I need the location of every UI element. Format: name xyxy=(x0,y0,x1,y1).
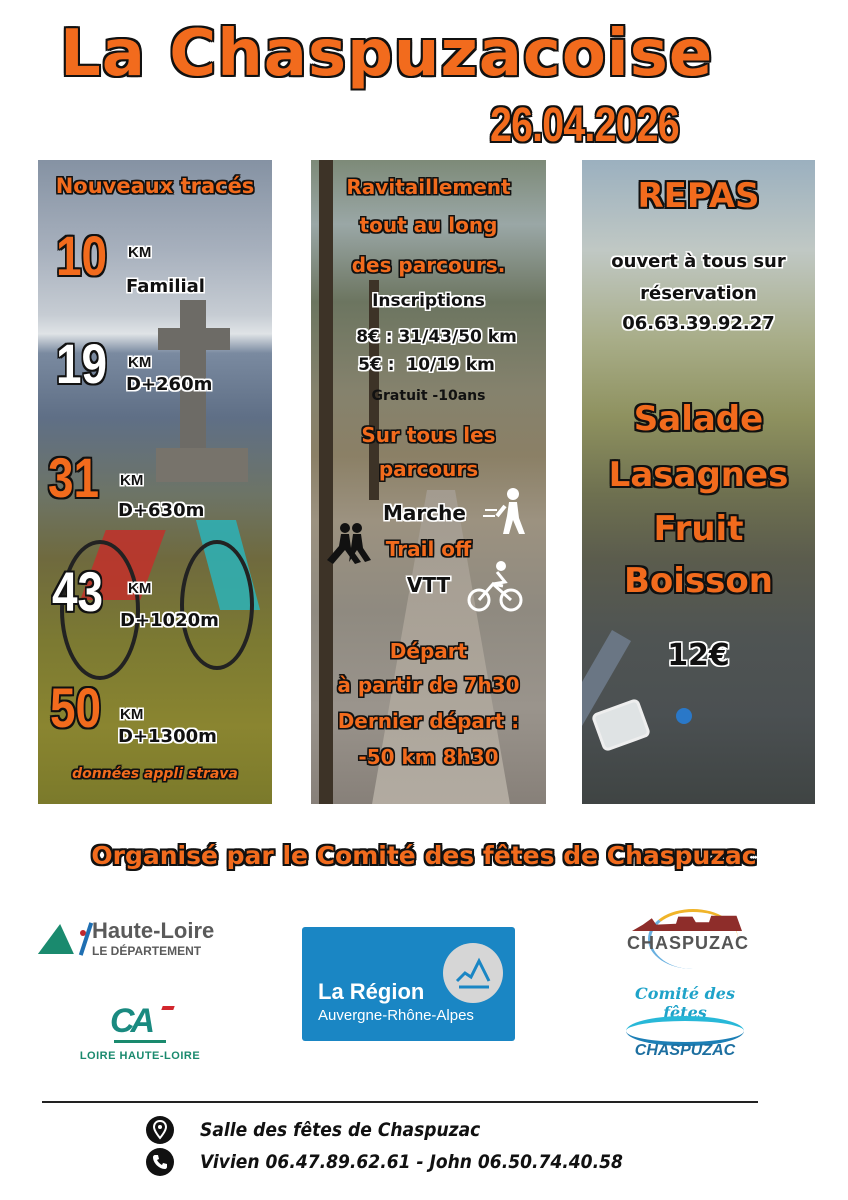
walker-icon xyxy=(483,486,533,538)
departure-line-3: Dernier départ : xyxy=(337,709,520,733)
haute-loire-triangle-icon xyxy=(38,924,78,954)
event-title: La Chaspuzacoise xyxy=(60,17,714,91)
free-note: Gratuit -10ans xyxy=(371,388,486,404)
credit-agricole-bar xyxy=(114,1040,166,1043)
activity-walk: Marche xyxy=(383,501,466,525)
contact-text: Vivien 06.47.89.62.61 - John 06.50.74.40.58 xyxy=(200,1151,623,1173)
meal-heading: REPAS xyxy=(637,176,760,216)
info-panel xyxy=(311,160,546,804)
route-detail: D+260m xyxy=(126,374,213,395)
route-unit: KM xyxy=(120,706,144,723)
price-adult: 8€ : 31/43/50 km xyxy=(356,327,517,347)
routes-heading: Nouveaux tracés xyxy=(55,174,255,198)
route-unit: KM xyxy=(128,580,152,597)
route-detail: D+1020m xyxy=(120,610,219,631)
activity-vtt: VTT xyxy=(406,573,451,597)
all-routes-line-2: parcours xyxy=(378,457,479,481)
route-distance-31: 31 xyxy=(48,446,100,509)
registration-heading: Inscriptions xyxy=(372,291,485,311)
strava-note: données appli strava xyxy=(72,766,238,782)
meal-price: 12€ xyxy=(667,638,730,673)
event-date: 26.04.2026 xyxy=(490,99,679,152)
map-pin-icon xyxy=(146,1116,174,1144)
chaspuzac-name: CHASPUZAC xyxy=(626,933,749,953)
stone-cross-base xyxy=(156,448,248,482)
haute-loire-logo xyxy=(40,918,230,962)
routes-panel xyxy=(38,160,272,804)
price-short: 5€ : 10/19 km xyxy=(358,355,495,375)
credit-agricole-logo xyxy=(70,1002,210,1070)
menu-item-fruit: Fruit xyxy=(653,509,744,549)
region-logo xyxy=(302,927,515,1041)
route-unit: KM xyxy=(128,244,152,261)
departure-line-2: à partir de 7h30 xyxy=(337,673,520,697)
comite-title: Comité des fêtes xyxy=(635,984,735,1022)
route-unit: KM xyxy=(128,354,152,371)
route-detail: Familial xyxy=(126,276,205,297)
runners-icon xyxy=(321,522,373,568)
gps-device-image xyxy=(591,698,652,753)
region-mountain-icon xyxy=(443,943,503,1003)
route-distance-43: 43 xyxy=(52,560,104,623)
booking-phone: 06.63.39.92.27 xyxy=(622,313,775,334)
booking-line-2: réservation xyxy=(640,283,757,304)
stone-cross-arm xyxy=(158,328,230,350)
menu-item-lasagnes: Lasagnes xyxy=(608,455,789,495)
route-distance-19: 19 xyxy=(56,332,108,395)
footer-location xyxy=(146,1115,511,1145)
meal-panel xyxy=(582,160,815,804)
credit-agricole-mark-icon: CA xyxy=(110,1002,152,1040)
menu-item-salade: Salade xyxy=(633,399,764,439)
footer-contact xyxy=(146,1147,670,1177)
haute-loire-sub: LE DÉPARTEMENT xyxy=(92,944,202,958)
route-distance-10: 10 xyxy=(56,224,108,287)
supply-line-3: des parcours. xyxy=(351,253,506,277)
route-unit: KM xyxy=(120,472,144,489)
credit-agricole-red-accent xyxy=(161,1006,174,1010)
credit-agricole-sub: LOIRE HAUTE-LOIRE xyxy=(79,1050,201,1062)
cyclist-icon xyxy=(467,560,523,616)
menu-item-boisson: Boisson xyxy=(624,561,773,601)
booking-line-1: ouvert à tous sur xyxy=(611,251,786,272)
footer-divider xyxy=(42,1101,758,1103)
organiser-line: Organisé par le Comité des fêtes de Chaspuzac xyxy=(91,841,757,870)
all-routes-line-1: Sur tous les xyxy=(361,423,496,447)
activity-trail: Trail off xyxy=(385,537,472,561)
supply-line-2: tout au long xyxy=(359,213,498,237)
comite-name: CHASPUZAC xyxy=(634,1042,736,1059)
chaspuzac-logo xyxy=(608,905,768,975)
region-title: La Région xyxy=(318,979,425,1004)
location-text: Salle des fêtes de Chaspuzac xyxy=(200,1119,481,1141)
route-distance-50: 50 xyxy=(50,676,102,739)
chaspuzac-skyline-icon xyxy=(632,915,742,931)
departure-line-4: -50 km 8h30 xyxy=(358,745,499,769)
phone-icon xyxy=(146,1148,174,1176)
haute-loire-name: Haute-Loire xyxy=(92,918,215,943)
blue-knob-image xyxy=(676,708,692,724)
route-detail: D+630m xyxy=(118,500,205,521)
region-sub: Auvergne-Rhône-Alpes xyxy=(318,1007,474,1024)
departure-line-1: Départ xyxy=(389,639,468,663)
comite-des-fetes-logo xyxy=(620,980,750,1080)
supply-line-1: Ravitaillement xyxy=(346,175,511,199)
route-detail: D+1300m xyxy=(118,726,217,747)
haute-loire-slash-icon xyxy=(79,922,93,956)
bike-wheel xyxy=(180,540,254,670)
